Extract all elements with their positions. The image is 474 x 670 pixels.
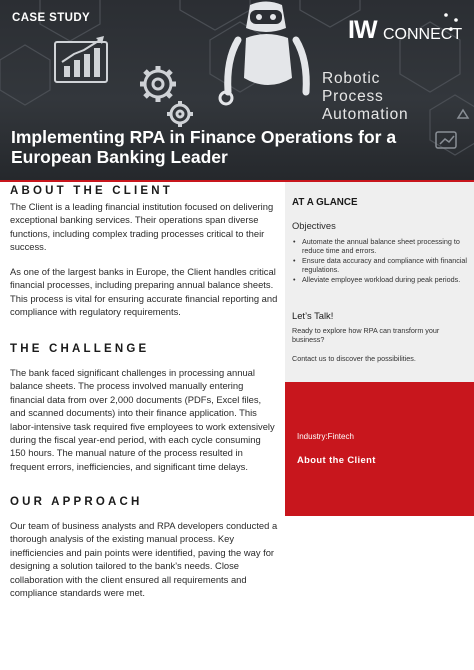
rpa-line-2: Process <box>322 88 384 105</box>
contact-us-link[interactable]: Contact us to discover the possibilities. <box>292 354 416 363</box>
bullet-icon: • <box>293 255 296 265</box>
about-client-link[interactable]: About the Client <box>297 454 376 465</box>
logo-iw-text: IW <box>348 16 377 44</box>
logo-connect-text: CONNECT <box>383 26 463 43</box>
objective-text: Automate the annual balance sheet processing to reduce time and errors. <box>302 237 460 256</box>
challenge-paragraph: The bank faced significant challenges in processing annual balance sheets. The process involved manually entering financial data from over 2,000 documents (PDFs, Excel files, and scanned documents) into their finance application. This labor-intensive task required five employees to work extensively during the fiscal year-end period, with each cycle consuming 150 hours. The manual nature of the process resulted in frequent errors, inefficiencies, and significant time delays. <box>10 367 275 472</box>
bullet-icon: • <box>293 237 296 246</box>
company-logo <box>348 14 466 48</box>
about-client-paragraph-2: As one of the largest banks in Europe, the Client handles critical financial processes, including preparing annual balance sheets. This process is vital for ensuring accurate financial reporting and compliance with regulatory requirements. <box>10 266 278 318</box>
approach-heading: OUR APPROACH <box>10 496 143 508</box>
case-study-label: CASE STUDY <box>12 12 91 24</box>
lets-talk-text: Ready to explore how RPA can transform your business? <box>292 326 440 345</box>
page-title: Implementing RPA in Finance Operations for a European Banking Leader <box>11 127 397 167</box>
rpa-tagline <box>322 70 462 124</box>
about-client-heading: ABOUT THE CLIENT <box>10 185 173 197</box>
lets-talk-heading: Let’s Talk! <box>292 310 334 321</box>
at-a-glance-heading: AT A GLANCE <box>292 197 358 208</box>
at-a-glance-panel <box>285 182 474 382</box>
bar-chart-icon <box>55 36 107 82</box>
industry-label: Industry:Fintech <box>297 432 354 441</box>
objectives-list <box>292 237 470 285</box>
list-item <box>292 256 470 274</box>
industry-panel <box>285 382 474 516</box>
rpa-line-1: Robotic <box>322 70 381 87</box>
objective-text: Ensure data accuracy and compliance with financial regulations. <box>302 255 468 275</box>
list-item <box>292 275 470 284</box>
objective-text: Alleviate employee workload during peak periods. <box>302 274 461 284</box>
challenge-heading: THE CHALLENGE <box>10 343 150 355</box>
rpa-line-3: Automation <box>322 106 409 123</box>
robot-icon <box>220 2 306 105</box>
list-item <box>292 237 470 255</box>
bullet-icon: • <box>293 274 296 284</box>
approach-paragraph: Our team of business analysts and RPA developers conducted a thorough analysis of the existing manual process. Key inefficiencies and pain points were identified, paving the way for designing a solution tailored to the bank's needs. Close collaboration with the client ensured all requirements and compliance standards were met. <box>10 520 278 599</box>
objectives-heading: Objectives <box>292 220 336 231</box>
gears-icon <box>140 66 193 127</box>
about-client-paragraph-1: The Client is a leading financial institution focused on delivering exceptional banking services. Their operations span diverse functions, including complex trading processes critical to their success. <box>10 201 274 253</box>
hero-banner <box>0 0 474 180</box>
